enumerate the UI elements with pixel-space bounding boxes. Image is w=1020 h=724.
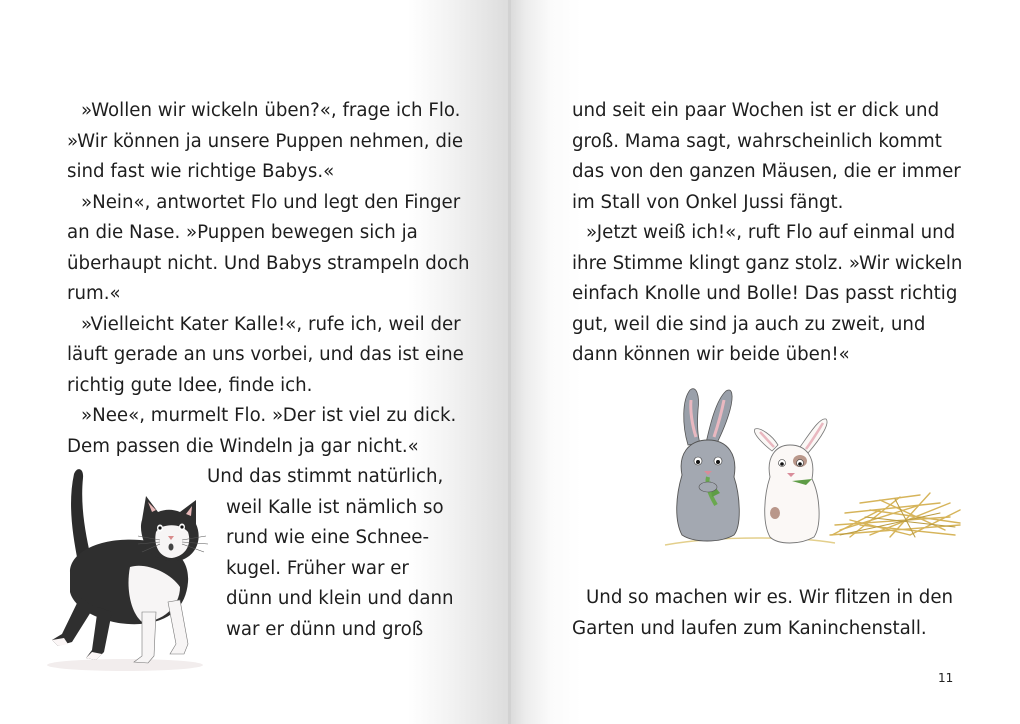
text-line: »Wir können ja unsere Puppen nehmen, die <box>67 130 464 152</box>
text-line: richtig gute Idee, finde ich. <box>67 374 313 396</box>
text-line: überhaupt nicht. Und Babys strampeln doch <box>67 252 470 274</box>
text-line: »Nee«, murmelt Flo. »Der ist viel zu dick. <box>81 405 457 426</box>
text-line: rum.« <box>67 283 121 304</box>
text-line: groß. Mama sagt, wahrscheinlich kommt <box>572 130 942 152</box>
text-line: »Jetzt weiß ich!«, ruft Flo auf einmal und <box>586 222 956 243</box>
text-line: rund wie eine Schnee- <box>226 527 430 548</box>
text-line: Und das stimmt natürlich, <box>207 466 444 487</box>
text-line: Dem passen die Windeln ja gar nicht.« <box>67 435 419 457</box>
left-page-text <box>67 96 469 462</box>
text-line: Garten und laufen zum Kaninchenstall. <box>572 617 927 639</box>
text-line: »Nein«, antwortet Flo und legt den Finger <box>81 191 461 213</box>
text-line: sind fast wie richtige Babys.« <box>67 161 335 182</box>
text-line: war er dünn und groß <box>226 618 424 640</box>
text-line: einfach Knolle und Bolle! Das passt richtig <box>572 283 958 304</box>
text-line: »Vielleicht Kater Kalle!«, rufe ich, weil der <box>81 313 461 335</box>
text-line: und seit ein paar Wochen ist er dick und <box>572 100 940 121</box>
text-line: kugel. Früher war er <box>226 557 409 579</box>
text-line: das von den ganzen Mäusen, die er immer <box>572 161 961 182</box>
rabbits-illustration <box>660 385 965 555</box>
right-page-bottom-text <box>572 583 953 644</box>
text-line: gut, weil die sind ja auch zu zweit, und <box>572 313 926 335</box>
text-line: läuft gerade an uns vorbei, und das ist eine <box>67 344 464 365</box>
text-line: im Stall von Onkel Jussi fängt. <box>572 191 844 213</box>
text-line: dann können wir beide üben!« <box>572 344 850 365</box>
text-line: dünn und klein und dann <box>226 588 454 609</box>
text-line: »Wollen wir wickeln üben?«, frage ich Flo. <box>81 100 461 121</box>
page-number: 11 <box>938 671 954 685</box>
text-line: Und so machen wir es. Wir flitzen in den <box>586 587 954 608</box>
text-line: ihre Stimme klingt ganz stolz. »Wir wickeln <box>572 252 963 274</box>
text-line: an die Nase. »Puppen bewegen sich ja <box>67 222 418 243</box>
text-line: weil Kalle ist nämlich so <box>226 496 444 518</box>
book-gutter <box>508 0 511 724</box>
right-page-text <box>572 96 962 371</box>
cat-illustration <box>30 462 220 677</box>
